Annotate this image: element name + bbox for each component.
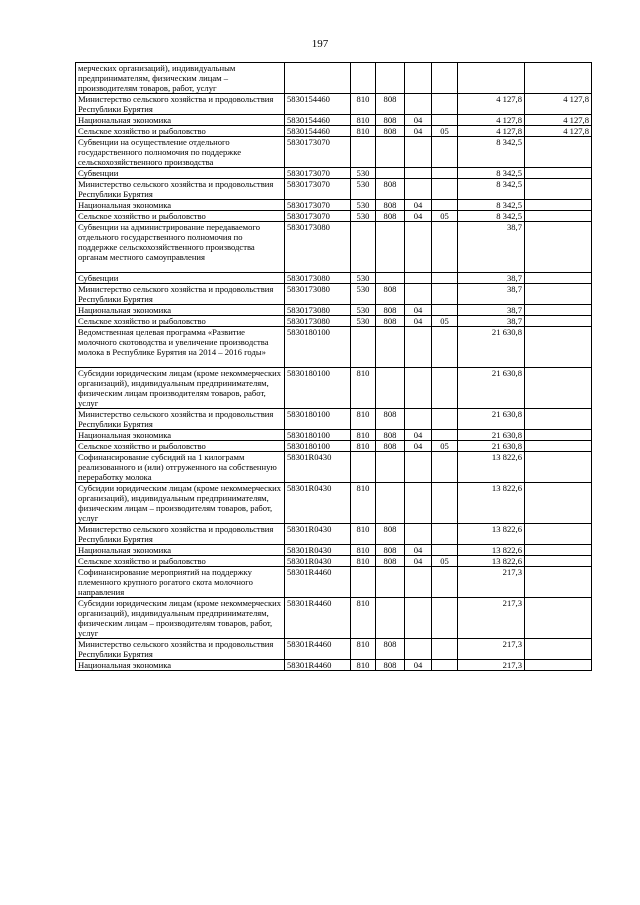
expense-type-cell: 810 — [351, 598, 376, 639]
target-article-code-cell: 5830180100 — [285, 327, 351, 368]
expense-type-cell: 810 — [351, 430, 376, 441]
table-row — [76, 179, 592, 200]
section-code-cell — [405, 94, 432, 115]
row-name-cell: Субсидии юридическим лицам (кроме некоммерческих организаций), индивидуальным предпринимателям, физическим лицам производителям товаров, работ, услуг — [76, 368, 285, 409]
amount-second-cell — [525, 284, 592, 305]
target-article-code-cell: 58301R0430 — [285, 545, 351, 556]
department-code-cell: 808 — [376, 211, 405, 222]
expense-type-cell: 530 — [351, 168, 376, 179]
table-row — [76, 598, 592, 639]
table-row — [76, 284, 592, 305]
row-name-cell: Субвенции — [76, 273, 285, 284]
subsection-code-cell — [432, 483, 458, 524]
table-row — [76, 368, 592, 409]
amount-cell: 4 127,8 — [458, 94, 525, 115]
department-code-cell — [376, 483, 405, 524]
department-code-cell: 808 — [376, 284, 405, 305]
row-name-cell: мерческих организаций), индивидуальным предпринимателям, физическим лицам – производителям товаров, работ, услуг — [76, 63, 285, 94]
table-row — [76, 327, 592, 368]
table-row — [76, 660, 592, 671]
target-article-code-cell — [285, 63, 351, 94]
target-article-code-cell: 5830180100 — [285, 368, 351, 409]
amount-second-cell — [525, 222, 592, 273]
target-article-code-cell: 5830180100 — [285, 441, 351, 452]
expense-type-cell — [351, 567, 376, 598]
amount-second-cell — [525, 441, 592, 452]
target-article-code-cell: 5830154460 — [285, 94, 351, 115]
amount-cell: 38,7 — [458, 222, 525, 273]
expense-type-cell — [351, 222, 376, 273]
expense-type-cell: 810 — [351, 524, 376, 545]
expense-type-cell: 810 — [351, 94, 376, 115]
amount-second-cell — [525, 567, 592, 598]
target-article-code-cell: 58301R0430 — [285, 524, 351, 545]
row-name-cell: Министерство сельского хозяйства и продовольствия Республики Бурятия — [76, 639, 285, 660]
department-code-cell — [376, 368, 405, 409]
amount-second-cell — [525, 305, 592, 316]
table-body — [76, 63, 592, 671]
amount-second-cell — [525, 524, 592, 545]
amount-cell: 21 630,8 — [458, 409, 525, 430]
amount-cell: 217,3 — [458, 639, 525, 660]
subsection-code-cell — [432, 368, 458, 409]
expense-type-cell: 810 — [351, 556, 376, 567]
section-code-cell: 04 — [405, 211, 432, 222]
section-code-cell: 04 — [405, 316, 432, 327]
amount-cell: 13 822,6 — [458, 556, 525, 567]
table-row — [76, 273, 592, 284]
amount-second-cell — [525, 409, 592, 430]
subsection-code-cell — [432, 660, 458, 671]
table-row — [76, 305, 592, 316]
target-article-code-cell: 5830173070 — [285, 200, 351, 211]
subsection-code-cell — [432, 179, 458, 200]
expense-type-cell: 530 — [351, 179, 376, 200]
expense-type-cell: 530 — [351, 200, 376, 211]
row-name-cell: Национальная экономика — [76, 115, 285, 126]
department-code-cell: 808 — [376, 179, 405, 200]
amount-cell — [458, 63, 525, 94]
target-article-code-cell: 5830154460 — [285, 126, 351, 137]
expense-type-cell: 810 — [351, 545, 376, 556]
row-name-cell: Национальная экономика — [76, 430, 285, 441]
expense-type-cell: 810 — [351, 660, 376, 671]
subsection-code-cell — [432, 567, 458, 598]
table-row — [76, 316, 592, 327]
department-code-cell: 808 — [376, 409, 405, 430]
section-code-cell — [405, 179, 432, 200]
subsection-code-cell — [432, 222, 458, 273]
subsection-code-cell — [432, 639, 458, 660]
row-name-cell: Софинансирование мероприятий на поддержку племенного крупного рогатого скота молочного направления — [76, 567, 285, 598]
amount-second-cell — [525, 660, 592, 671]
amount-cell: 13 822,6 — [458, 483, 525, 524]
subsection-code-cell: 05 — [432, 556, 458, 567]
target-article-code-cell: 5830173080 — [285, 305, 351, 316]
table-row — [76, 639, 592, 660]
expense-type-cell: 810 — [351, 409, 376, 430]
target-article-code-cell: 5830173080 — [285, 273, 351, 284]
amount-second-cell: 4 127,8 — [525, 126, 592, 137]
table-row — [76, 94, 592, 115]
amount-cell: 217,3 — [458, 598, 525, 639]
target-article-code-cell: 5830154460 — [285, 115, 351, 126]
table-row — [76, 63, 592, 94]
table-row — [76, 168, 592, 179]
amount-cell: 21 630,8 — [458, 441, 525, 452]
amount-second-cell — [525, 483, 592, 524]
subsection-code-cell — [432, 524, 458, 545]
amount-cell: 8 342,5 — [458, 168, 525, 179]
table-row — [76, 222, 592, 273]
section-code-cell — [405, 63, 432, 94]
amount-second-cell — [525, 168, 592, 179]
subsection-code-cell — [432, 409, 458, 430]
section-code-cell — [405, 639, 432, 660]
section-code-cell — [405, 368, 432, 409]
row-name-cell: Министерство сельского хозяйства и продовольствия Республики Бурятия — [76, 524, 285, 545]
target-article-code-cell: 58301R0430 — [285, 483, 351, 524]
row-name-cell: Сельское хозяйство и рыболовство — [76, 316, 285, 327]
amount-second-cell — [525, 137, 592, 168]
expense-type-cell: 810 — [351, 115, 376, 126]
subsection-code-cell — [432, 137, 458, 168]
row-name-cell: Сельское хозяйство и рыболовство — [76, 126, 285, 137]
expense-type-cell: 530 — [351, 305, 376, 316]
section-code-cell — [405, 273, 432, 284]
department-code-cell: 808 — [376, 430, 405, 441]
subsection-code-cell — [432, 598, 458, 639]
department-code-cell — [376, 327, 405, 368]
target-article-code-cell: 5830173070 — [285, 168, 351, 179]
target-article-code-cell: 58301R4460 — [285, 660, 351, 671]
subsection-code-cell — [432, 545, 458, 556]
department-code-cell — [376, 452, 405, 483]
amount-cell: 21 630,8 — [458, 430, 525, 441]
amount-cell: 21 630,8 — [458, 327, 525, 368]
row-name-cell: Сельское хозяйство и рыболовство — [76, 211, 285, 222]
subsection-code-cell — [432, 94, 458, 115]
amount-second-cell — [525, 545, 592, 556]
expense-type-cell — [351, 452, 376, 483]
amount-second-cell — [525, 430, 592, 441]
section-code-cell: 04 — [405, 115, 432, 126]
amount-cell: 38,7 — [458, 305, 525, 316]
target-article-code-cell: 5830173070 — [285, 137, 351, 168]
amount-cell: 4 127,8 — [458, 115, 525, 126]
department-code-cell — [376, 168, 405, 179]
row-name-cell: Министерство сельского хозяйства и продовольствия Республики Бурятия — [76, 409, 285, 430]
section-code-cell: 04 — [405, 126, 432, 137]
section-code-cell — [405, 284, 432, 305]
section-code-cell — [405, 327, 432, 368]
target-article-code-cell: 5830180100 — [285, 430, 351, 441]
section-code-cell — [405, 598, 432, 639]
table-row — [76, 556, 592, 567]
section-code-cell — [405, 168, 432, 179]
table-row — [76, 483, 592, 524]
section-code-cell — [405, 483, 432, 524]
section-code-cell: 04 — [405, 660, 432, 671]
target-article-code-cell: 5830173070 — [285, 211, 351, 222]
department-code-cell: 808 — [376, 441, 405, 452]
row-name-cell: Софинансирование субсидий на 1 килограмм реализованного и (или) отгруженного на собственную переработку молока — [76, 452, 285, 483]
amount-cell: 38,7 — [458, 316, 525, 327]
department-code-cell: 808 — [376, 556, 405, 567]
target-article-code-cell: 58301R0430 — [285, 556, 351, 567]
row-name-cell: Национальная экономика — [76, 200, 285, 211]
target-article-code-cell: 58301R4460 — [285, 567, 351, 598]
department-code-cell — [376, 567, 405, 598]
amount-second-cell — [525, 327, 592, 368]
department-code-cell — [376, 63, 405, 94]
row-name-cell: Сельское хозяйство и рыболовство — [76, 556, 285, 567]
table-row — [76, 567, 592, 598]
department-code-cell: 808 — [376, 639, 405, 660]
amount-second-cell — [525, 273, 592, 284]
table-row — [76, 200, 592, 211]
section-code-cell — [405, 567, 432, 598]
target-article-code-cell: 58301R0430 — [285, 452, 351, 483]
table-row — [76, 137, 592, 168]
amount-second-cell — [525, 368, 592, 409]
expense-type-cell: 810 — [351, 639, 376, 660]
row-name-cell: Национальная экономика — [76, 545, 285, 556]
row-name-cell: Министерство сельского хозяйства и продовольствия Республики Бурятия — [76, 179, 285, 200]
amount-second-cell: 4 127,8 — [525, 94, 592, 115]
department-code-cell: 808 — [376, 316, 405, 327]
amount-second-cell — [525, 179, 592, 200]
department-code-cell: 808 — [376, 524, 405, 545]
amount-cell: 8 342,5 — [458, 179, 525, 200]
subsection-code-cell — [432, 63, 458, 94]
department-code-cell: 808 — [376, 545, 405, 556]
table-row — [76, 545, 592, 556]
table-row — [76, 452, 592, 483]
amount-cell: 21 630,8 — [458, 368, 525, 409]
subsection-code-cell: 05 — [432, 441, 458, 452]
department-code-cell: 808 — [376, 200, 405, 211]
amount-second-cell — [525, 556, 592, 567]
table-row — [76, 126, 592, 137]
expense-type-cell: 810 — [351, 441, 376, 452]
row-name-cell: Национальная экономика — [76, 305, 285, 316]
expense-type-cell: 530 — [351, 316, 376, 327]
row-name-cell: Сельское хозяйство и рыболовство — [76, 441, 285, 452]
target-article-code-cell: 5830173070 — [285, 179, 351, 200]
row-name-cell: Министерство сельского хозяйства и продовольствия Республики Бурятия — [76, 94, 285, 115]
subsection-code-cell: 05 — [432, 316, 458, 327]
section-code-cell — [405, 524, 432, 545]
section-code-cell: 04 — [405, 305, 432, 316]
row-name-cell: Национальная экономика — [76, 660, 285, 671]
expense-type-cell — [351, 63, 376, 94]
page-number: 197 — [311, 38, 329, 50]
expense-type-cell: 810 — [351, 368, 376, 409]
department-code-cell: 808 — [376, 660, 405, 671]
subsection-code-cell — [432, 430, 458, 441]
budget-table — [75, 62, 592, 671]
amount-cell: 217,3 — [458, 660, 525, 671]
amount-second-cell — [525, 316, 592, 327]
subsection-code-cell — [432, 168, 458, 179]
target-article-code-cell: 58301R4460 — [285, 639, 351, 660]
amount-second-cell — [525, 639, 592, 660]
section-code-cell: 04 — [405, 556, 432, 567]
department-code-cell — [376, 598, 405, 639]
department-code-cell — [376, 273, 405, 284]
subsection-code-cell — [432, 305, 458, 316]
amount-second-cell — [525, 63, 592, 94]
amount-cell: 38,7 — [458, 273, 525, 284]
expense-type-cell: 530 — [351, 211, 376, 222]
row-name-cell: Субвенции — [76, 168, 285, 179]
subsection-code-cell — [432, 452, 458, 483]
amount-cell: 13 822,6 — [458, 545, 525, 556]
expense-type-cell: 810 — [351, 483, 376, 524]
amount-second-cell — [525, 211, 592, 222]
section-code-cell — [405, 452, 432, 483]
row-name-cell: Ведомственная целевая программа «Развитие молочного скотоводства и увеличение производства молока в Республике Бурятия на 2014 – 2016 годы» — [76, 327, 285, 368]
section-code-cell — [405, 137, 432, 168]
subsection-code-cell — [432, 284, 458, 305]
amount-cell: 13 822,6 — [458, 452, 525, 483]
table-row — [76, 441, 592, 452]
amount-cell: 217,3 — [458, 567, 525, 598]
amount-cell: 8 342,5 — [458, 137, 525, 168]
section-code-cell: 04 — [405, 200, 432, 211]
row-name-cell: Субсидии юридическим лицам (кроме некоммерческих организаций), индивидуальным предпринимателям, физическим лицам – производителям товаров, работ, услуг — [76, 483, 285, 524]
department-code-cell — [376, 222, 405, 273]
subsection-code-cell — [432, 200, 458, 211]
subsection-code-cell — [432, 273, 458, 284]
amount-cell: 13 822,6 — [458, 524, 525, 545]
table-row — [76, 524, 592, 545]
amount-cell: 38,7 — [458, 284, 525, 305]
expense-type-cell — [351, 137, 376, 168]
department-code-cell: 808 — [376, 305, 405, 316]
section-code-cell: 04 — [405, 430, 432, 441]
target-article-code-cell: 5830173080 — [285, 284, 351, 305]
subsection-code-cell — [432, 115, 458, 126]
target-article-code-cell: 5830180100 — [285, 409, 351, 430]
section-code-cell — [405, 222, 432, 273]
target-article-code-cell: 5830173080 — [285, 316, 351, 327]
amount-second-cell — [525, 200, 592, 211]
department-code-cell — [376, 137, 405, 168]
table-row — [76, 211, 592, 222]
amount-second-cell: 4 127,8 — [525, 115, 592, 126]
amount-second-cell — [525, 452, 592, 483]
expense-type-cell: 530 — [351, 273, 376, 284]
target-article-code-cell: 58301R4460 — [285, 598, 351, 639]
row-name-cell: Министерство сельского хозяйства и продовольствия Республики Бурятия — [76, 284, 285, 305]
target-article-code-cell: 5830173080 — [285, 222, 351, 273]
section-code-cell — [405, 409, 432, 430]
department-code-cell: 808 — [376, 126, 405, 137]
department-code-cell: 808 — [376, 94, 405, 115]
department-code-cell: 808 — [376, 115, 405, 126]
expense-type-cell — [351, 327, 376, 368]
table-row — [76, 430, 592, 441]
subsection-code-cell: 05 — [432, 211, 458, 222]
table-row — [76, 409, 592, 430]
row-name-cell: Субсидии юридическим лицам (кроме некоммерческих организаций), индивидуальным предпринимателям, физическим лицам – производителям товаров, работ, услуг — [76, 598, 285, 639]
amount-cell: 4 127,8 — [458, 126, 525, 137]
section-code-cell: 04 — [405, 441, 432, 452]
subsection-code-cell — [432, 327, 458, 368]
expense-type-cell: 530 — [351, 284, 376, 305]
amount-cell: 8 342,5 — [458, 211, 525, 222]
amount-second-cell — [525, 598, 592, 639]
table-row — [76, 115, 592, 126]
subsection-code-cell: 05 — [432, 126, 458, 137]
section-code-cell: 04 — [405, 545, 432, 556]
amount-cell: 8 342,5 — [458, 200, 525, 211]
row-name-cell: Субвенции на администрирование передаваемого отдельного государственного полномочия по поддержке сельскохозяйственного производства органам местного самоуправления — [76, 222, 285, 273]
row-name-cell: Субвенции на осуществление отдельного государственного полномочия по поддержке сельскохозяйственного производства — [76, 137, 285, 168]
expense-type-cell: 810 — [351, 126, 376, 137]
